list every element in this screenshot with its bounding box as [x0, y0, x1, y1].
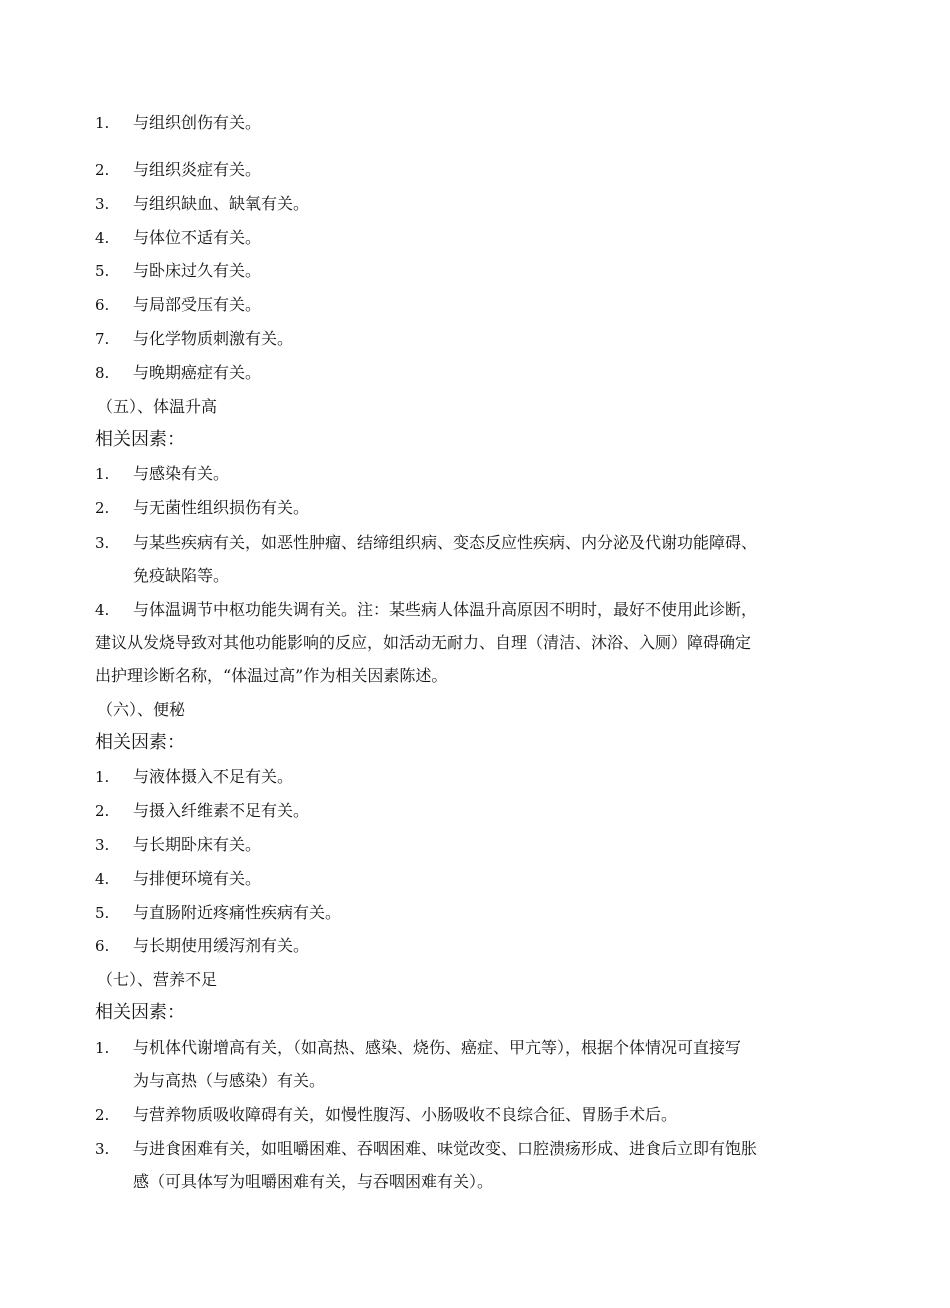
- section-heading: （五）、体温升高: [97, 397, 218, 416]
- related-factors-label: 相关因素：: [95, 1002, 185, 1023]
- item-text: 与长期卧床有关。: [133, 835, 262, 854]
- item-text: 感（可具体写为咀嚼困难有关，与吞咽困难有关）。: [133, 1172, 494, 1191]
- item-number: 6.: [95, 296, 110, 314]
- item-number: 1.: [95, 1039, 110, 1057]
- item-text: 与无菌性组织损伤有关。: [133, 498, 310, 517]
- section-heading: （七）、营养不足: [97, 970, 218, 989]
- item-number: 3.: [95, 195, 110, 213]
- item-text: 免疫缺陷等。: [133, 566, 230, 585]
- item-number: 3.: [95, 836, 110, 854]
- item-number: 1.: [95, 768, 110, 786]
- related-factors-label: 相关因素：: [95, 429, 185, 450]
- item-number: 2.: [95, 1106, 110, 1124]
- item-text: 与体温调节中枢功能失调有关。注：某些病人体温升高原因不明时，最好不使用此诊断，: [133, 600, 758, 619]
- item-text: 与组织炎症有关。: [133, 160, 262, 179]
- item-text: 为与高热（与感染）有关。: [133, 1071, 326, 1090]
- item-number: 2.: [95, 161, 110, 179]
- item-text: 与机体代谢增高有关，（如高热、感染、烧伤、癌症、甲亢等），根据个体情况可直接写: [133, 1038, 742, 1057]
- item-number: 4.: [95, 601, 110, 619]
- item-text: 与某些疾病有关，如恶性肿瘤、结缔组织病、变态反应性疾病、内分泌及代谢功能障碍、: [133, 533, 758, 552]
- item-text: 与直肠附近疼痛性疾病有关。: [133, 903, 342, 922]
- item-number: 5.: [95, 262, 110, 280]
- item-text: 与感染有关。: [133, 464, 230, 483]
- item-number: 3.: [95, 534, 110, 552]
- item-number: 4.: [95, 870, 110, 888]
- item-number: 2.: [95, 499, 110, 517]
- item-number: 5.: [95, 904, 110, 922]
- item-text: 与排便环境有关。: [133, 869, 262, 888]
- item-text: 与进食困难有关，如咀嚼困难、吞咽困难、味觉改变、口腔溃疡形成、进食后立即有饱胀: [133, 1139, 758, 1158]
- item-text: 与液体摄入不足有关。: [133, 767, 294, 786]
- section-heading: （六）、便秘: [97, 700, 186, 719]
- item-text: 与组织创伤有关。: [133, 113, 262, 132]
- item-number: 8.: [95, 364, 110, 382]
- item-text: 与长期使用缓泻剂有关。: [133, 936, 310, 955]
- item-text: 与摄入纤维素不足有关。: [133, 801, 310, 820]
- item-text: 与晚期癌症有关。: [133, 363, 262, 382]
- item-text: 与组织缺血、缺氧有关。: [133, 194, 310, 213]
- item-text: 与化学物质刺激有关。: [133, 329, 294, 348]
- item-text: 与卧床过久有关。: [133, 261, 262, 280]
- item-number: 6.: [95, 937, 110, 955]
- item-text: 与营养物质吸收障碍有关，如慢性腹泻、小肠吸收不良综合征、胃肠手术后。: [133, 1105, 678, 1124]
- item-text: 与局部受压有关。: [133, 295, 262, 314]
- item-number: 1.: [95, 465, 110, 483]
- item-number: 7.: [95, 330, 110, 348]
- item-text: 建议从发烧导致对其他功能影响的反应，如活动无耐力、自理（清洁、沐浴、入厕）障碍确定: [95, 633, 752, 652]
- item-text: 与体位不适有关。: [133, 228, 262, 247]
- item-text: 出护理诊断名称，“体温过高”作为相关因素陈述。: [95, 666, 448, 685]
- related-factors-label: 相关因素：: [95, 732, 185, 753]
- item-number: 3.: [95, 1140, 110, 1158]
- item-number: 2.: [95, 802, 110, 820]
- item-number: 1.: [95, 114, 110, 132]
- item-number: 4.: [95, 229, 110, 247]
